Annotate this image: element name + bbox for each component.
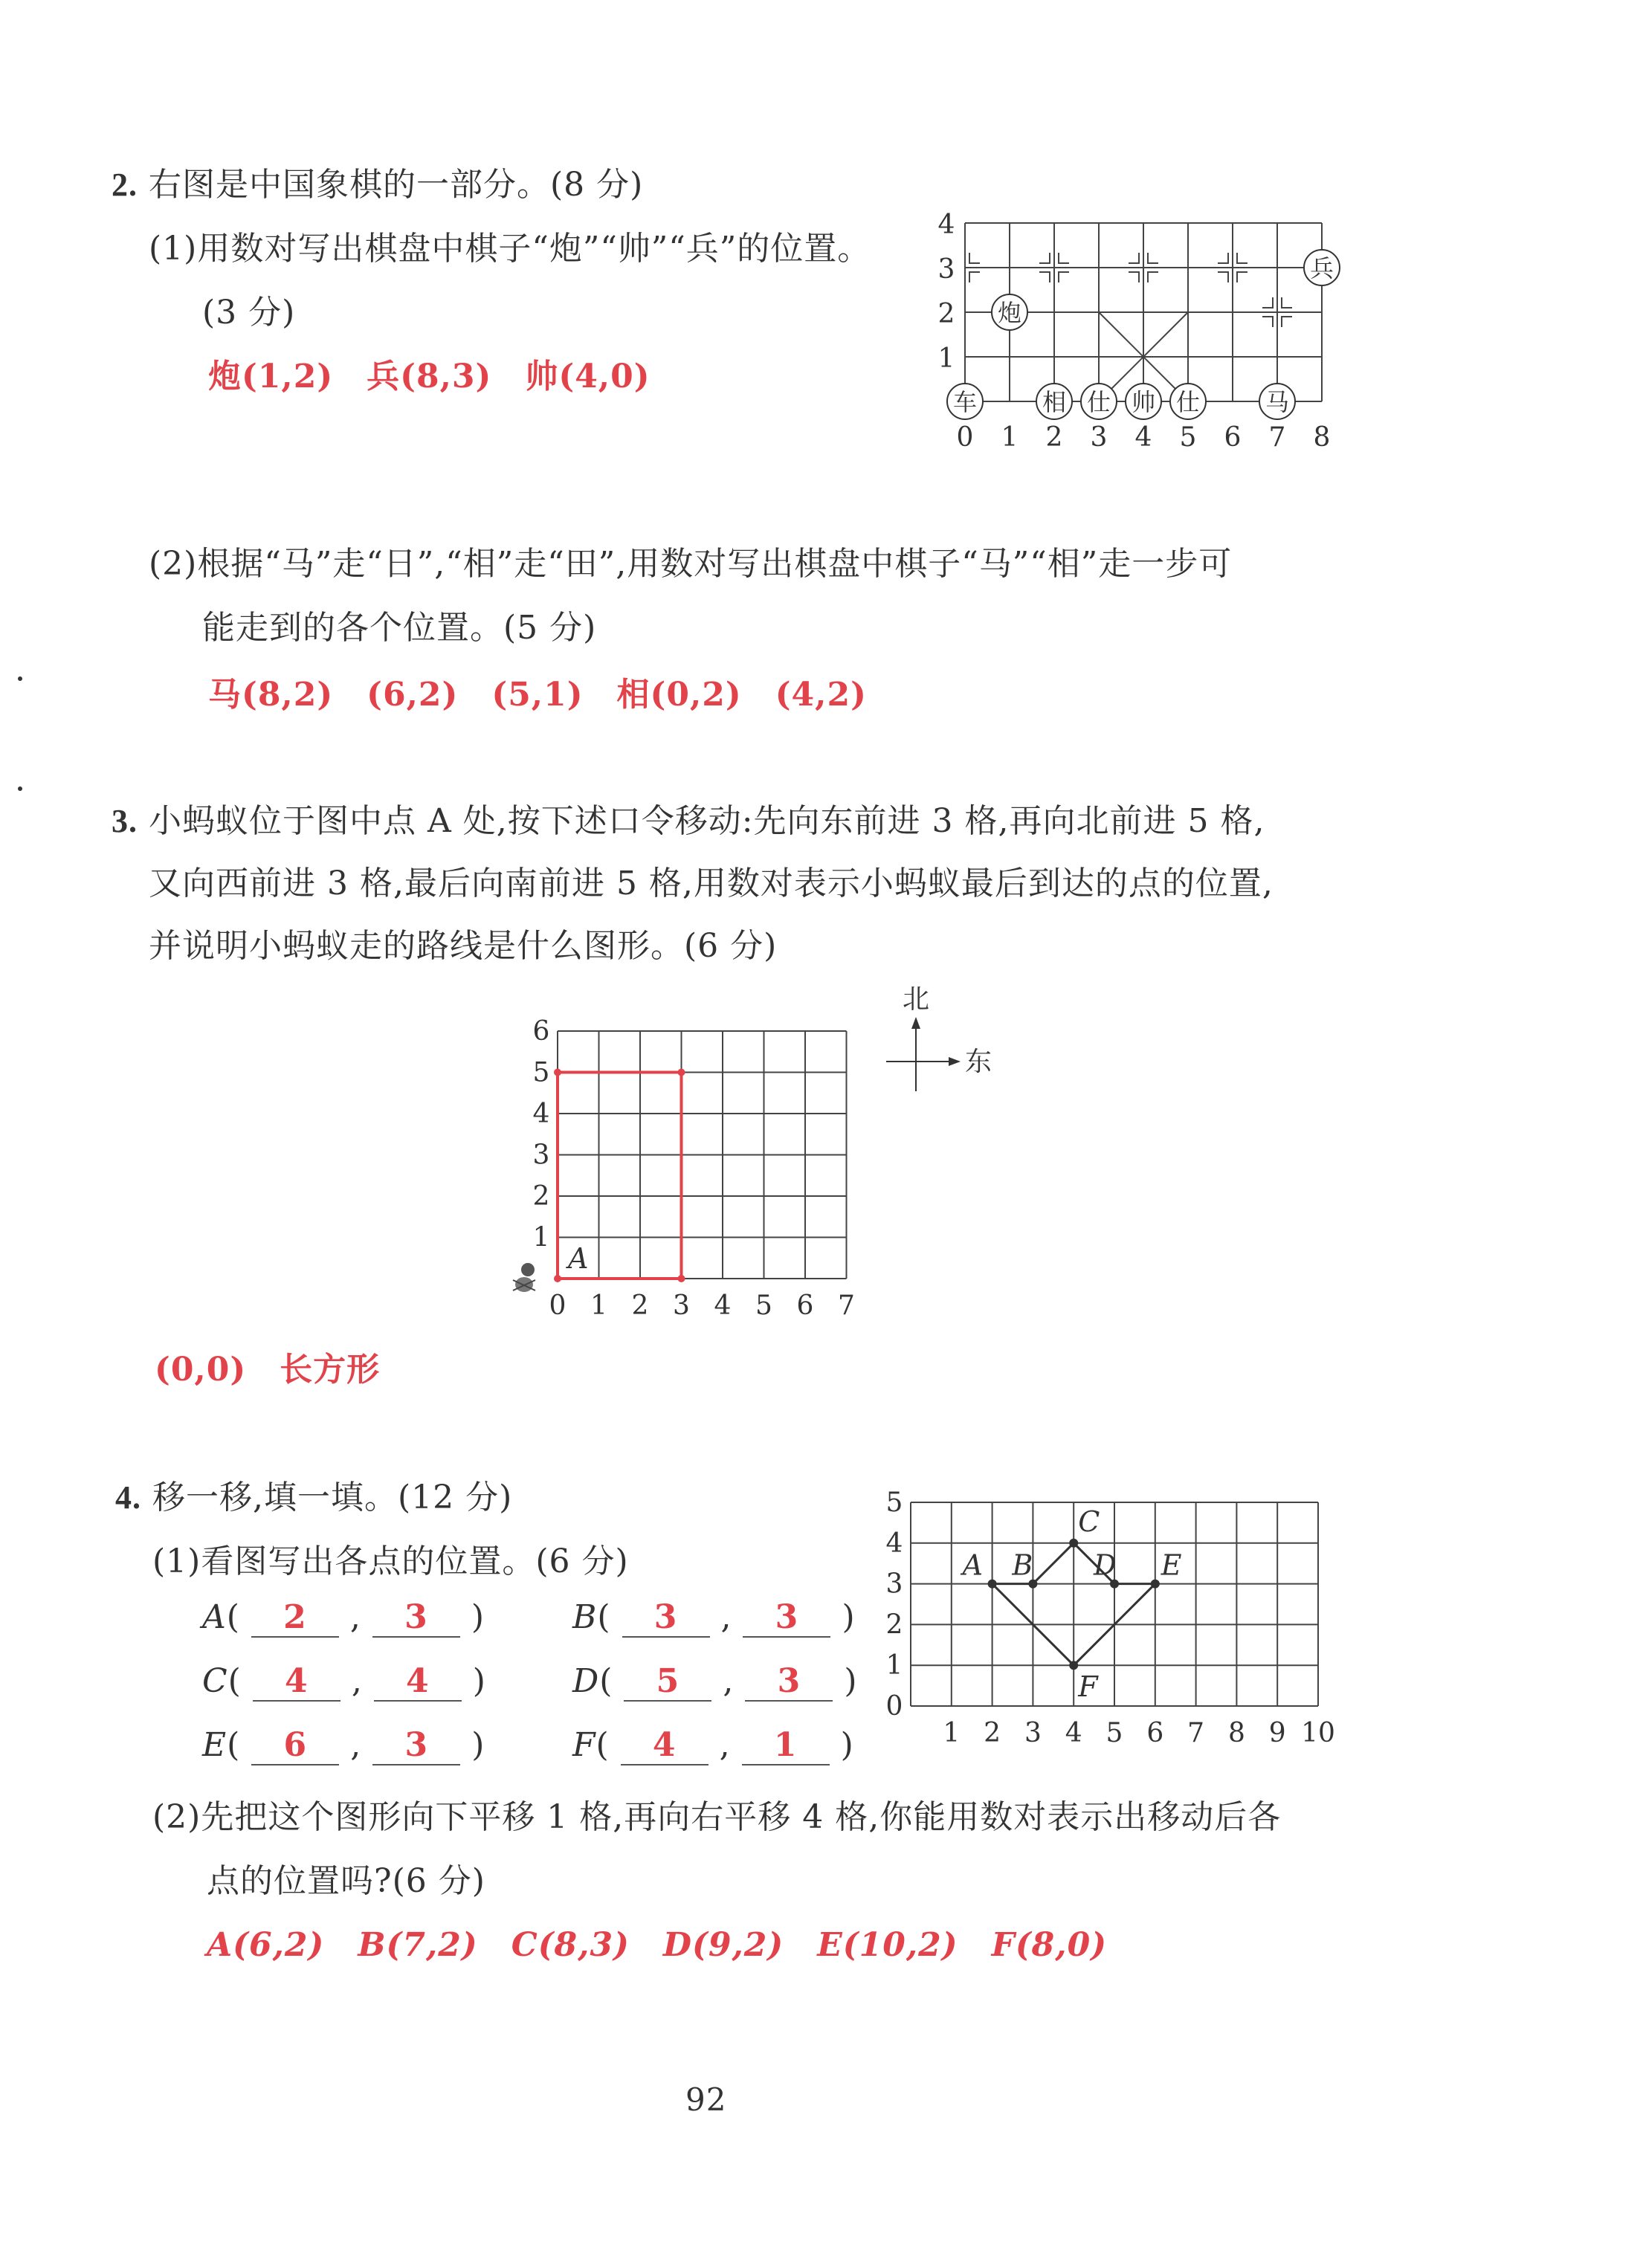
shape-point-label: F <box>1078 1670 1098 1704</box>
position-marker <box>1262 297 1273 308</box>
position-marker <box>1059 272 1069 282</box>
comma: , <box>338 1598 372 1636</box>
ant-route-arrowhead <box>554 1069 561 1076</box>
y-tick-label: 1 <box>532 1222 550 1253</box>
point-label: B <box>572 1598 598 1636</box>
point-coordinate-item <box>572 1662 858 1702</box>
x-tick-label: 10 <box>1301 1718 1335 1748</box>
point-label: F <box>572 1726 596 1764</box>
compass-east-arrow <box>949 1057 961 1066</box>
x-tick-label: 0 <box>956 422 974 453</box>
chess-piece-label: 马 <box>1265 388 1290 416</box>
shape-point-label: B <box>1012 1548 1033 1582</box>
shape-point-label: A <box>962 1548 984 1582</box>
chess-piece-label: 兵 <box>1309 254 1334 282</box>
compass-north-east <box>886 984 992 1091</box>
position-marker <box>1039 272 1050 282</box>
shape-grid-figure <box>874 1479 1349 1754</box>
q2-part2-line1: (2)根据“马”走“日”,“相”走“田”,用数对写出棋盘中棋子“马”“相”走一步可 <box>149 545 1233 583</box>
x-tick-label: 1 <box>590 1290 607 1321</box>
y-tick-label: 3 <box>885 1568 903 1600</box>
x-tick-label: 5 <box>1105 1718 1123 1748</box>
shape-point-dot <box>1151 1580 1160 1589</box>
y-tick-label: 4 <box>937 210 955 240</box>
page-number: 92 <box>685 2081 727 2118</box>
comma: , <box>340 1662 374 1700</box>
y-tick-label: 4 <box>885 1528 903 1559</box>
point-label: E <box>202 1726 227 1764</box>
chess-board-figure <box>914 208 1346 468</box>
close-paren: ) <box>460 1726 485 1764</box>
q3-line2: 又向西前进 3 格,最后向南前进 5 格,用数对表示小蚂蚁最后到达的点的位置, <box>149 865 1274 902</box>
y-tick-label: 2 <box>885 1609 903 1641</box>
x-tick-label: 0 <box>549 1290 567 1321</box>
ant-head <box>521 1263 535 1276</box>
x-tick-label: 3 <box>1090 422 1108 453</box>
open-paren: ( <box>597 1598 622 1636</box>
position-marker <box>1218 272 1228 282</box>
y-tick-label: 4 <box>532 1099 550 1129</box>
q4-part1: (1)看图写出各点的位置。(6 分) <box>152 1542 629 1580</box>
ant-route-arrowhead <box>678 1275 685 1282</box>
point-label: A <box>202 1598 227 1636</box>
compass-north-label: 北 <box>903 984 930 1015</box>
close-paren: ) <box>830 1598 856 1636</box>
comma: , <box>708 1726 742 1764</box>
y-tick-label: 2 <box>937 299 955 329</box>
position-marker <box>1262 317 1273 327</box>
x-answer-blank: 2 <box>251 1598 339 1638</box>
position-marker <box>1129 253 1139 263</box>
close-paren: ) <box>833 1662 858 1700</box>
q4-part2-answer: A(6,2) B(7,2) C(8,3) D(9,2) E(10,2) F(8,0) <box>207 1926 1108 1964</box>
q2-part2-answer: 马(8,2) (6,2) (5,1) 相(0,2) (4,2) <box>208 676 867 714</box>
chess-piece-label: 相 <box>1042 388 1067 416</box>
x-tick-label: 2 <box>631 1290 649 1321</box>
q3-line1-text: 小蚂蚁位于图中点 A 处,按下述口令移动:先向东前进 3 格,再向北前进 5 格, <box>149 802 1265 840</box>
q3-answer: (0,0) 长方形 <box>155 1351 381 1389</box>
y-tick-label: 3 <box>937 254 955 285</box>
q3-number: 3. <box>112 803 138 839</box>
shape-point-dot <box>1069 1539 1078 1548</box>
shape-grid <box>911 1502 1318 1706</box>
q2-part1-line1: (1)用数对写出棋盘中棋子“炮”“帅”“兵”的位置。 <box>149 230 871 268</box>
compass-east-label: 东 <box>965 1047 992 1077</box>
shape-point-label: E <box>1161 1548 1182 1582</box>
ant-grid-axis-labels <box>533 1016 855 1321</box>
position-marker <box>1218 253 1228 263</box>
ant-route-arrowhead <box>678 1069 685 1076</box>
y-tick-label: 1 <box>937 343 955 374</box>
q4-part2-line1: (2)先把这个图形向下平移 1 格,再向右平移 4 格,你能用数对表示出移动后各 <box>152 1798 1282 1836</box>
y-tick-label: 3 <box>532 1140 550 1171</box>
x-tick-label: 8 <box>1313 422 1331 453</box>
point-coordinate-item <box>202 1726 485 1765</box>
close-paren: ) <box>459 1598 485 1636</box>
x-answer-blank: 4 <box>253 1662 340 1702</box>
x-answer-blank: 3 <box>622 1598 710 1638</box>
position-marker <box>1039 253 1050 263</box>
x-tick-label: 1 <box>1001 422 1019 453</box>
x-tick-label: 3 <box>1024 1718 1042 1748</box>
x-tick-label: 6 <box>1146 1718 1164 1748</box>
x-tick-label: 7 <box>838 1290 855 1321</box>
y-answer-blank: 3 <box>745 1662 833 1702</box>
comma: , <box>339 1726 373 1764</box>
position-marker <box>1129 272 1139 282</box>
position-marker <box>1237 253 1247 263</box>
y-answer-blank: 3 <box>372 1598 460 1638</box>
point-coordinate-item <box>572 1726 854 1765</box>
position-marker <box>1282 297 1292 308</box>
q3-line1 <box>112 794 1265 841</box>
margin-dot <box>18 786 22 791</box>
comma: , <box>709 1598 743 1636</box>
x-tick-label: 5 <box>755 1290 772 1321</box>
shape-point-label: D <box>1094 1548 1117 1582</box>
position-marker <box>969 272 980 282</box>
shape-point-dot <box>1069 1661 1078 1670</box>
q2-stem-text: 右图是中国象棋的一部分。(8 分) <box>149 166 644 204</box>
x-answer-blank: 5 <box>624 1662 711 1702</box>
ant-route-arrowhead <box>554 1275 561 1282</box>
q4-stem <box>115 1470 512 1518</box>
y-tick-label: 2 <box>532 1181 550 1212</box>
q2-part1-answer: 炮(1,2) 兵(8,3) 帅(4,0) <box>208 358 651 395</box>
point-a-label: A <box>568 1242 589 1275</box>
y-tick-label: 6 <box>532 1016 550 1047</box>
ant-grid <box>558 1031 847 1279</box>
open-paren: ( <box>227 1662 253 1700</box>
position-marker <box>1282 317 1292 327</box>
y-answer-blank: 3 <box>372 1726 460 1765</box>
q4-part2-line2: 点的位置吗?(6 分) <box>207 1862 485 1900</box>
q3-line3: 并说明小蚂蚁走的路线是什么图形。(6 分) <box>149 927 778 965</box>
compass-north-arrow <box>911 1017 920 1029</box>
chess-piece-label: 车 <box>952 388 978 416</box>
q4-stem-text: 移一移,填一填。(12 分) <box>152 1479 513 1516</box>
x-answer-blank: 6 <box>251 1726 339 1765</box>
comma: , <box>711 1662 746 1700</box>
point-coordinate-item <box>202 1662 486 1702</box>
q2-stem <box>112 158 643 205</box>
x-tick-label: 5 <box>1179 422 1197 453</box>
margin-dot <box>18 676 22 681</box>
y-answer-blank: 1 <box>742 1726 830 1765</box>
shape-grid-axis-labels <box>886 1487 1335 1748</box>
chess-piece-label: 仕 <box>1086 388 1111 416</box>
x-tick-label: 4 <box>1065 1718 1082 1748</box>
y-tick-label: 0 <box>885 1691 903 1722</box>
x-tick-label: 7 <box>1187 1718 1205 1748</box>
x-tick-label: 1 <box>943 1718 961 1748</box>
chess-piece-label: 炮 <box>997 299 1022 327</box>
chess-piece-label: 仕 <box>1175 388 1201 416</box>
position-marker <box>1148 272 1158 282</box>
q4-number: 4. <box>115 1479 141 1516</box>
point-coordinate-item <box>572 1598 856 1638</box>
q2-part1-line2: (3 分) <box>202 294 296 332</box>
position-marker <box>1237 272 1247 282</box>
point-coordinate-item <box>202 1598 485 1638</box>
y-tick-label: 5 <box>532 1057 550 1088</box>
position-marker <box>969 253 980 263</box>
open-paren: ( <box>595 1726 621 1764</box>
x-tick-label: 8 <box>1227 1718 1245 1748</box>
point-label: C <box>202 1662 228 1700</box>
x-tick-label: 7 <box>1268 422 1286 453</box>
open-paren: ( <box>227 1726 252 1764</box>
q2-part2-line2: 能走到的各个位置。(5 分) <box>202 609 597 647</box>
shape-point-dot <box>988 1580 997 1589</box>
ant-grid-figure <box>506 974 1026 1323</box>
x-tick-label: 9 <box>1268 1718 1286 1748</box>
chess-piece-label: 帅 <box>1131 388 1156 416</box>
close-paren: ) <box>829 1726 854 1764</box>
x-answer-blank: 4 <box>621 1726 708 1765</box>
shape-points <box>961 1505 1182 1703</box>
y-answer-blank: 3 <box>743 1598 830 1638</box>
ant-icon <box>513 1263 535 1292</box>
q2-number: 2. <box>112 167 138 203</box>
y-tick-label: 1 <box>885 1650 903 1681</box>
x-tick-label: 2 <box>984 1718 1001 1748</box>
close-paren: ) <box>461 1662 486 1700</box>
open-paren: ( <box>599 1662 624 1700</box>
x-tick-label: 3 <box>673 1290 690 1321</box>
position-marker <box>1148 253 1158 263</box>
position-marker <box>1059 253 1069 263</box>
open-paren: ( <box>226 1598 251 1636</box>
x-tick-label: 6 <box>796 1290 814 1321</box>
x-tick-label: 6 <box>1224 422 1242 453</box>
x-tick-label: 4 <box>1134 422 1152 453</box>
y-answer-blank: 4 <box>374 1662 462 1702</box>
point-label: D <box>572 1662 600 1700</box>
y-tick-label: 5 <box>885 1487 903 1518</box>
x-tick-label: 2 <box>1045 422 1063 453</box>
x-tick-label: 4 <box>714 1290 732 1321</box>
shape-point-label: C <box>1078 1505 1100 1538</box>
